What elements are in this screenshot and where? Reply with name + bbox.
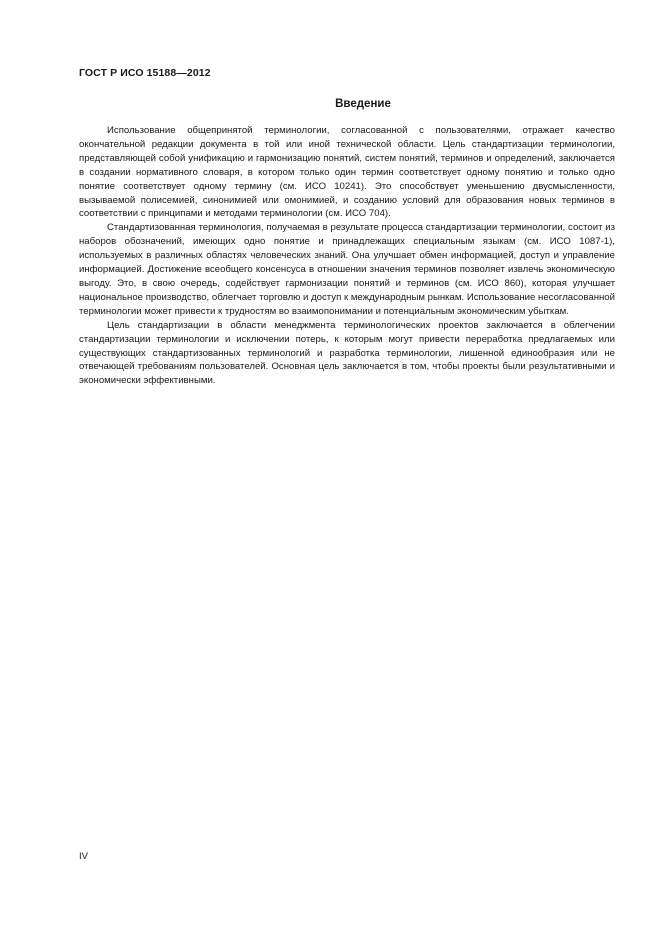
paragraph-1: Использование общепринятой терминологии, согласованной с пользователями, отражает качество окончательной редакции документа в той или иной технической области. Цель стандартизации терминологии, представляющей собой унификацию и гармонизацию понятий, систем понятий, терминов и определений, заключается в создании нормативного словаря, в котором только один термин соответствует одному понятию и только одно понятие соответствует одному термину (см. ИСО 10241). Это способствует уменьшению двусмысленности, вызываемой полисемией, синонимией или омонимией, и созданию условий для образования новых терминов в соответствии с принципами и методами терминологии (см. ИСО 704).: [79, 125, 615, 220]
paragraph-3: Цель стандартизации в области менеджмента терминологических проектов заключается в облегчении стандартизации терминологии и исключении потерь, к которым могут привести переработка предлагаемых или существующих стандартизованных терминологий и разработка терминологии, лишенной единообразия или не отвечающей требованиям пользователей. Основная цель заключается в том, чтобы проекты были результативными и экономически эффективными.: [79, 319, 615, 387]
paragraph-2: Стандартизованная терминология, получаемая в результате процесса стандартизации терминологии, состоит из наборов обозначений, имеющих одно понятие и принадлежащих специальным языкам (см. ИСО 1087-1), используемых в различных областях человеческих знаний. Она улучшает обмен информацией, доступ и управление информацией. Достижение всеобщего консенсуса в отношении значения терминов позволяет извлечь экономическую выгоду. Это, в свою очередь, содействует гармонизации понятий и терминов (см. ИСО 860), которая улучшает национальное производство, облегчает торговлю и доступ к международным рынкам. Использование несогласованной терминологии может привести к трудностям во взаимопонимании и потенциальным экономическим убыткам.: [79, 222, 615, 317]
section-title: Введение: [335, 98, 391, 110]
standard-designation: ГОСТ Р ИСО 15188—2012: [79, 67, 211, 79]
introduction-body: [79, 124, 615, 388]
page-number: IV: [79, 851, 88, 862]
